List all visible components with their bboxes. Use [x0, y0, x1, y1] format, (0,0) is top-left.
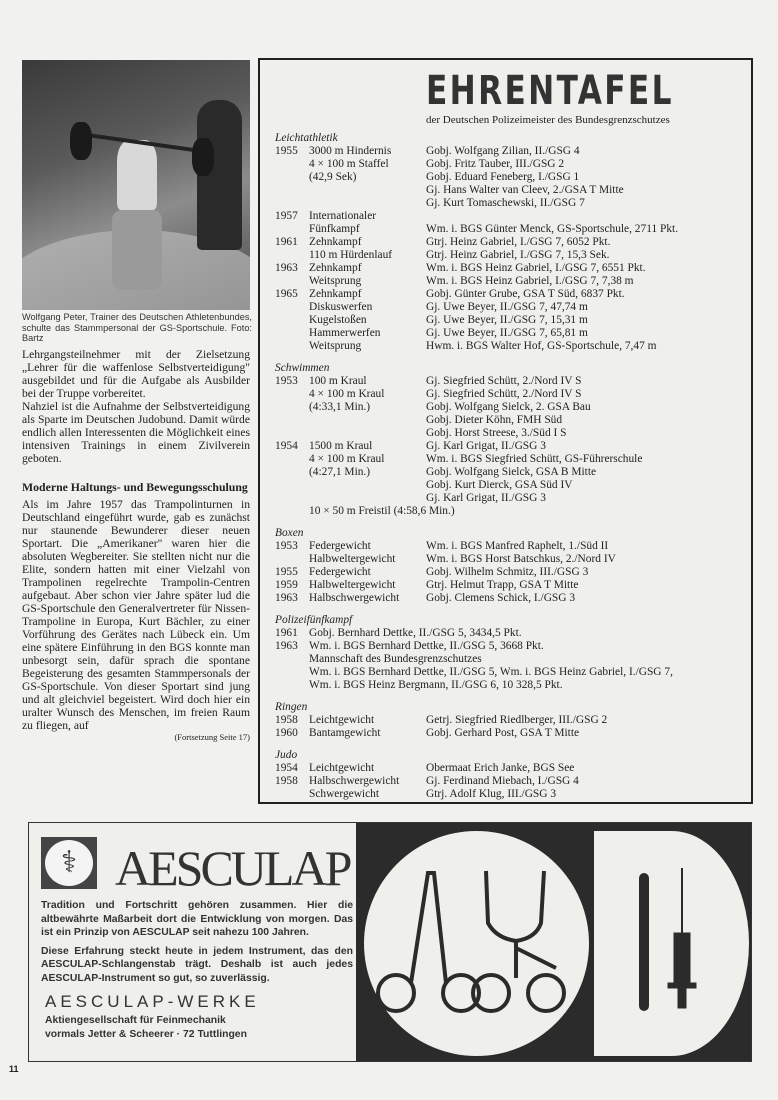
- year: 1958: [275, 775, 298, 787]
- champion-row: [275, 775, 745, 788]
- champion-row: [275, 314, 745, 327]
- champion-row: [275, 414, 745, 427]
- sport-section-heading: Polizeifünfkampf: [275, 614, 353, 626]
- event: Halbschwergewicht: [309, 775, 400, 787]
- champion-row: [275, 327, 745, 340]
- event: Wm. i. BGS Heinz Bergmann, II./GSG 6, 10 328,5 Pkt.: [309, 679, 563, 691]
- champion-row: [275, 679, 745, 692]
- year: 1960: [275, 727, 298, 739]
- champion-row: [275, 592, 745, 605]
- year: 1955: [275, 566, 298, 578]
- ad-company: AESCULAP-WERKE: [45, 992, 260, 1011]
- year: [275, 249, 309, 262]
- champion-row: [275, 223, 745, 236]
- champion: Gj. Siegfried Schütt, 2./Nord IV S: [426, 388, 582, 400]
- event: Bantamgewicht: [309, 727, 381, 739]
- ad-paragraph: Diese Erfahrung steckt heute in jedem Instrument, das den AESCULAP-Schlangenstab trägt. Deshalb ist auch jedes AESCULAP-Instrument so gut, so zuverlässig.: [41, 945, 353, 984]
- event: Zehnkampf: [309, 262, 362, 274]
- surgical-instruments-icon: [356, 823, 751, 1061]
- ad-body: [41, 899, 353, 990]
- champion: Gj. Ferdinand Miebach, I./GSG 4: [426, 775, 579, 787]
- year: 1959: [275, 579, 298, 591]
- ad-copy: [41, 899, 353, 1041]
- sport-section-heading: Schwimmen: [275, 362, 330, 374]
- sport-section-heading: Boxen: [275, 527, 304, 539]
- ad-brand: AESCULAP: [115, 840, 350, 896]
- ehrentafel-subtitle: der Deutschen Polizeimeister des Bundesgrenzschutzes: [426, 114, 670, 126]
- event: [309, 414, 426, 427]
- champion-row: [275, 540, 745, 553]
- paragraph: Nahziel ist die Aufnahme der Selbstverteidigung als Sparte im Deutschen Judobund. Damit würde endlich allen Interessenten die Möglichkeit eines intensiven Trainings in einem Zivilverein geboten.: [22, 399, 250, 465]
- year: [275, 492, 309, 505]
- sport-section-heading: Leichtathletik: [275, 132, 338, 144]
- event: Wm. i. BGS Bernhard Dettke, II./GSG 5, 3668 Pkt.: [309, 640, 544, 652]
- champion: Gj. Uwe Beyer, II./GSG 7, 47,74 m: [426, 301, 588, 313]
- event: 4 × 100 m Kraul: [309, 388, 385, 400]
- champion: Wm. i. BGS Günter Menck, GS-Sportschule, 2711 Pkt.: [426, 223, 679, 235]
- year: [275, 653, 309, 666]
- champion-row: [275, 210, 745, 223]
- champion: Wm. i. BGS Horst Batschkus, 2./Nord IV: [426, 553, 616, 565]
- ad-paragraph: Tradition und Fortschritt gehören zusammen. Hier die altbewährte Maßarbeit dort die Entwicklung von morgen. Das ist ein Prinzip von AESCULAP seit nahezu 100 Jahren.: [41, 900, 353, 938]
- event: [309, 197, 426, 210]
- champion: Gobj. Wilhelm Schmitz, III./GSG 3: [426, 566, 589, 578]
- event: Fünfkampf: [309, 223, 360, 235]
- event: Wm. i. BGS Bernhard Dettke, II./GSG 5, Wm. i. BGS Heinz Gabriel, I./GSG 7,: [309, 666, 673, 678]
- year: [275, 401, 309, 414]
- champion-row: [275, 553, 745, 566]
- year: 1957: [275, 210, 298, 222]
- continuation-note: (Fortsetzung Seite 17): [174, 731, 250, 742]
- champion: Gj. Karl Grigat, II./GSG 3: [426, 492, 546, 504]
- champion-row: [275, 653, 745, 666]
- ehrentafel-box: [258, 58, 753, 804]
- event: Hammerwerfen: [309, 327, 381, 339]
- event: Mannschaft des Bundesgrenzschutzes: [309, 653, 482, 665]
- event: [309, 492, 426, 505]
- champion: Gobj. Wolfgang Zilian, II./GSG 4: [426, 145, 580, 157]
- champion-row: [275, 505, 745, 518]
- champion-row: [275, 171, 745, 184]
- article-column: [22, 348, 250, 742]
- year: [275, 340, 309, 353]
- event: Kugelstoßen: [309, 314, 367, 326]
- event: 100 m Kraul: [309, 375, 367, 387]
- year: 1963: [275, 262, 298, 274]
- year: [275, 327, 309, 340]
- champion-row: [275, 249, 745, 262]
- event: (42,9 Sek): [309, 171, 357, 183]
- event: Schwergewicht: [309, 788, 380, 800]
- year: [275, 553, 309, 566]
- champion: Gobj. Wolfgang Sielck, 2. GSA Bau: [426, 401, 591, 413]
- champion: Gj. Kurt Tomaschewski, II./GSG 7: [426, 197, 585, 209]
- event: Internationaler: [309, 210, 377, 222]
- weightlifting-photo: [22, 60, 250, 310]
- champion-row: [275, 184, 745, 197]
- sport-section-heading: Judo: [275, 749, 298, 761]
- event: 1500 m Kraul: [309, 440, 373, 452]
- champion: Gobj. Wolfgang Sielck, GSA B Mitte: [426, 466, 597, 478]
- event: 4 × 100 m Kraul: [309, 453, 385, 465]
- paragraph: Als im Jahre 1957 das Trampolinturnen in Deutschland eingeführt wurde, gab es zunächst nur staunende Bewunderer dieser neuen Sportart. Die „Amerikaner" waren hier die absoluten Wegbereiter. Sie stellten nicht nur die Elite, sondern hatten mit einer Vielzahl von Trampolinen regelrechte Trampolin-Centren aufgebaut. Aber schon vier Jahre später lud die GS-Sportschule den Generalvertreter für Nissen-Trampoline in Europa, Kurt Bächler, zu einer Vorführung des Gerätes nach Lübeck ein. Um eine spätere Einführung in den BGS konnte man unbesorgt sein, dafür sprach die spontane Begeisterung des gesamten Stammpersonals der GS-Sportschule. Von dieser Sportart sind jung und alt gleichviel begeistert. Wird doch hier ein uralter Wunsch des Menschen, im freien Raum zu fliegen, auf: [22, 497, 250, 732]
- champion-row: [275, 158, 745, 171]
- event: Leichtgewicht: [309, 714, 375, 726]
- year: [275, 679, 309, 692]
- year: [275, 505, 309, 518]
- champion: Gobj. Kurt Dierck, GSA Süd IV: [426, 479, 573, 491]
- year: [275, 301, 309, 314]
- year: 1965: [275, 288, 298, 300]
- champions-list: [275, 132, 745, 801]
- page-number: 11: [9, 1064, 19, 1074]
- photo-caption: Wolfgang Peter, Trainer des Deutschen Athletenbundes, schulte das Stammpersonal der GS-Sportschule. Foto: Bartz: [22, 312, 252, 343]
- aesculap-staff-logo-icon: ⚕: [41, 837, 97, 889]
- event: [309, 479, 426, 492]
- champion: Wm. i. BGS Manfred Raphelt, 1./Süd II: [426, 540, 609, 552]
- event: Halbschwergewicht: [309, 592, 400, 604]
- champion: Gtrj. Heinz Gabriel, I./GSG 7, 6052 Pkt.: [426, 236, 611, 248]
- champion-row: [275, 301, 745, 314]
- champion-row: [275, 453, 745, 466]
- event: Diskuswerfen: [309, 301, 373, 313]
- event: 110 m Hürdenlauf: [309, 249, 393, 261]
- champion: Gobj. Eduard Feneberg, I./GSG 1: [426, 171, 580, 183]
- champion-row: [275, 788, 745, 801]
- year: 1963: [275, 592, 298, 604]
- year: 1953: [275, 540, 298, 552]
- champion: Hwm. i. BGS Walter Hof, GS-Sportschule, 7,47 m: [426, 340, 657, 352]
- year: 1954: [275, 762, 298, 774]
- champion: Getrj. Siegfried Riedlberger, III./GSG 2: [426, 714, 608, 726]
- champion-row: [275, 492, 745, 505]
- ad-company-details: [45, 1014, 353, 1041]
- champion: Gtrj. Heinz Gabriel, I./GSG 7, 15,3 Sek.: [426, 249, 610, 261]
- left-column: [22, 312, 252, 742]
- champion-row: [275, 762, 745, 775]
- event: Federgewicht: [309, 540, 371, 552]
- event: Weitsprung: [309, 275, 362, 287]
- champion-row: [275, 288, 745, 301]
- champion-row: [275, 714, 745, 727]
- champion-row: [275, 262, 745, 275]
- year: [275, 666, 309, 679]
- year: 1961: [275, 236, 298, 248]
- champion: Gj. Karl Grigat, II./GSG 3: [426, 440, 546, 452]
- year: [275, 314, 309, 327]
- champion-row: [275, 145, 745, 158]
- year: 1955: [275, 145, 298, 157]
- year: [275, 197, 309, 210]
- champion-row: [275, 627, 745, 640]
- champion: Gj. Uwe Beyer, II./GSG 7, 65,81 m: [426, 327, 588, 339]
- champion-row: [275, 427, 745, 440]
- event: Zehnkampf: [309, 236, 362, 248]
- champion-row: [275, 197, 745, 210]
- event: Weitsprung: [309, 340, 362, 352]
- instruments-illustration: [356, 823, 751, 1061]
- champion: Gobj. Günter Grube, GSA T Süd, 6837 Pkt.: [426, 288, 625, 300]
- year: 1963: [275, 640, 298, 652]
- champion: [426, 210, 745, 223]
- champion: Wm. i. BGS Siegfried Schütt, GS-Führerschule: [426, 453, 643, 465]
- champion-row: [275, 388, 745, 401]
- section-heading: Moderne Haltungs- und Bewegungsschulung: [22, 479, 248, 494]
- year: 1958: [275, 714, 298, 726]
- champion-row: [275, 640, 745, 653]
- event: [309, 184, 426, 197]
- event: 4 × 100 m Staffel: [309, 158, 389, 170]
- champion: Gj. Hans Walter van Cleev, 2./GSA T Mitte: [426, 184, 624, 196]
- champion: Gtrj. Helmut Trapp, GSA T Mitte: [426, 579, 579, 591]
- year: [275, 275, 309, 288]
- champion: Gj. Siegfried Schütt, 2./Nord IV S: [426, 375, 582, 387]
- sport-section-heading: Ringen: [275, 701, 308, 713]
- champion-row: [275, 375, 745, 388]
- year: 1961: [275, 627, 298, 639]
- year: [275, 223, 309, 236]
- event: Federgewicht: [309, 566, 371, 578]
- event: [309, 427, 426, 440]
- year: [275, 388, 309, 401]
- year: 1953: [275, 375, 298, 387]
- champion: Gobj. Fritz Tauber, III./GSG 2: [426, 158, 565, 170]
- champion: Gobj. Dieter Köhn, FMH Süd: [426, 414, 563, 426]
- paragraph: Lehrgangsteilnehmer mit der Zielsetzung „Lehrer für die waffenlose Selbstverteidigung" ausgebildet und für die Aufgabe als Ausbilder bei der Truppe vorbereitet.: [22, 347, 250, 400]
- ad-line: vormals Jetter & Scheerer · 72 Tuttlingen: [45, 1028, 247, 1040]
- event: 3000 m Hindernis: [309, 145, 392, 157]
- champion: Obermaat Erich Janke, BGS See: [426, 762, 575, 774]
- year: [275, 427, 309, 440]
- champion-row: [275, 666, 745, 679]
- champion-row: [275, 401, 745, 414]
- event: Halbweltergewicht: [309, 553, 396, 565]
- champion: Gj. Uwe Beyer, II./GSG 7, 15,31 m: [426, 314, 588, 326]
- champion: Gobj. Horst Streese, 3./Süd I S: [426, 427, 567, 439]
- year: [275, 158, 309, 171]
- year: 1954: [275, 440, 298, 452]
- champion: Wm. i. BGS Heinz Gabriel, I./GSG 7, 6551 Pkt.: [426, 262, 646, 274]
- event: Halbweltergewicht: [309, 579, 396, 591]
- event: Leichtgewicht: [309, 762, 375, 774]
- year: [275, 479, 309, 492]
- ehrentafel-title: EHRENTAFEL: [426, 68, 674, 114]
- champion: Gobj. Gerhard Post, GSA T Mitte: [426, 727, 580, 739]
- champion-row: [275, 479, 745, 492]
- event: (4:27,1 Min.): [309, 466, 371, 478]
- year: [275, 788, 309, 801]
- year: [275, 453, 309, 466]
- year: [275, 466, 309, 479]
- champion-row: [275, 466, 745, 479]
- champion-row: [275, 579, 745, 592]
- champion: Gtrj. Adolf Klug, III./GSG 3: [426, 788, 557, 800]
- aesculap-advertisement: [28, 822, 752, 1062]
- champion: Wm. i. BGS Heinz Gabriel, I./GSG 7, 7,38 m: [426, 275, 634, 287]
- champion: Gobj. Clemens Schick, I./GSG 3: [426, 592, 576, 604]
- year: [275, 414, 309, 427]
- champion-row: [275, 727, 745, 740]
- event: Gobj. Bernhard Dettke, II./GSG 5, 3434,5 Pkt.: [309, 627, 522, 639]
- year: [275, 171, 309, 184]
- ehrentafel-header: [426, 70, 744, 127]
- event: Zehnkampf: [309, 288, 362, 300]
- champion-row: [275, 275, 745, 288]
- champion-row: [275, 440, 745, 453]
- champion-row: [275, 236, 745, 249]
- event: (4:33,1 Min.): [309, 401, 371, 413]
- champion-row: [275, 566, 745, 579]
- year: [275, 184, 309, 197]
- champion-row: [275, 340, 745, 353]
- ad-line: Aktiengesellschaft für Feinmechanik: [45, 1015, 226, 1026]
- event: 10 × 50 m Freistil (4:58,6 Min.): [309, 505, 455, 517]
